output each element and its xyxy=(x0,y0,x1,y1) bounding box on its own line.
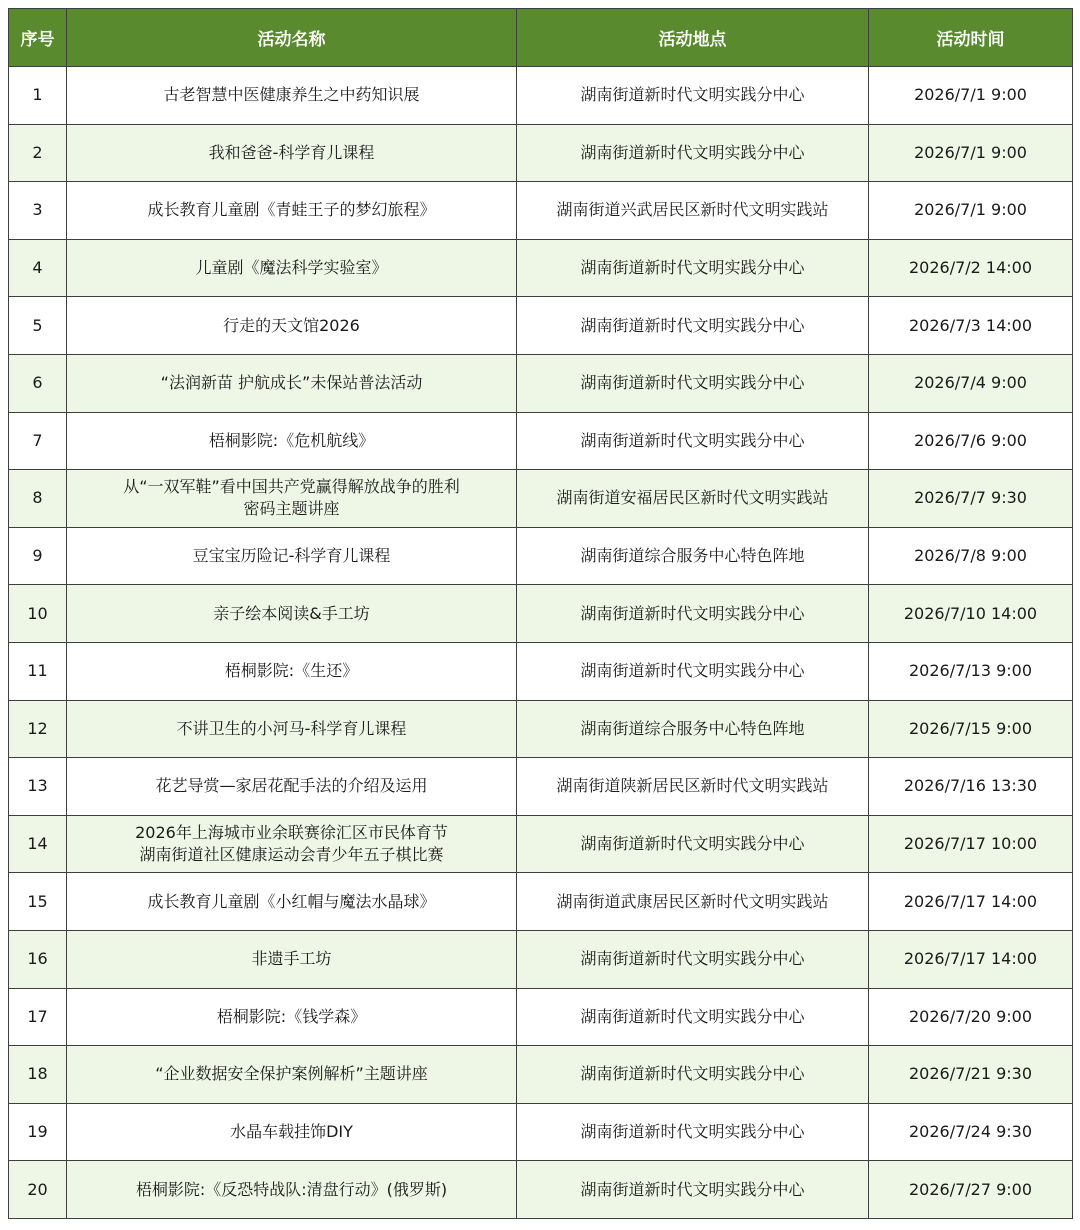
cell-activity-location: 湖南街道新时代文明实践分中心 xyxy=(517,412,869,470)
cell-activity-name: 2026年上海城市业余联赛徐汇区市民体育节 湖南街道社区健康运动会青少年五子棋比赛 xyxy=(67,815,517,873)
cell-index: 19 xyxy=(9,1103,67,1161)
header-activity-location: 活动地点 xyxy=(517,9,869,67)
cell-activity-name: 花艺导赏—家居花配手法的介绍及运用 xyxy=(67,758,517,816)
cell-index: 9 xyxy=(9,527,67,585)
table-row xyxy=(9,585,1073,643)
cell-activity-name: 梧桐影院:《危机航线》 xyxy=(67,412,517,470)
cell-index: 6 xyxy=(9,354,67,412)
cell-activity-location: 湖南街道新时代文明实践分中心 xyxy=(517,1103,869,1161)
cell-activity-name: 成长教育儿童剧《小红帽与魔法水晶球》 xyxy=(67,873,517,931)
cell-activity-name: 我和爸爸-科学育儿课程 xyxy=(67,124,517,182)
cell-activity-time: 2026/7/20 9:00 xyxy=(869,988,1073,1046)
cell-index: 14 xyxy=(9,815,67,873)
cell-activity-location: 湖南街道兴武居民区新时代文明实践站 xyxy=(517,182,869,240)
table-row xyxy=(9,700,1073,758)
table-row xyxy=(9,1103,1073,1161)
cell-index: 2 xyxy=(9,124,67,182)
cell-activity-time: 2026/7/17 14:00 xyxy=(869,930,1073,988)
cell-activity-time: 2026/7/21 9:30 xyxy=(869,1046,1073,1104)
cell-activity-location: 湖南街道新时代文明实践分中心 xyxy=(517,124,869,182)
cell-activity-time: 2026/7/1 9:00 xyxy=(869,182,1073,240)
cell-activity-location: 湖南街道新时代文明实践分中心 xyxy=(517,585,869,643)
cell-activity-name: 古老智慧中医健康养生之中药知识展 xyxy=(67,67,517,125)
cell-activity-location: 湖南街道陕新居民区新时代文明实践站 xyxy=(517,758,869,816)
cell-activity-location: 湖南街道安福居民区新时代文明实践站 xyxy=(517,470,869,528)
cell-activity-time: 2026/7/17 14:00 xyxy=(869,873,1073,931)
cell-activity-time: 2026/7/15 9:00 xyxy=(869,700,1073,758)
cell-activity-name: “法润新苗 护航成长”未保站普法活动 xyxy=(67,354,517,412)
cell-activity-location: 湖南街道新时代文明实践分中心 xyxy=(517,988,869,1046)
cell-activity-name: “企业数据安全保护案例解析”主题讲座 xyxy=(67,1046,517,1104)
table-row xyxy=(9,412,1073,470)
table-row xyxy=(9,124,1073,182)
cell-activity-time: 2026/7/3 14:00 xyxy=(869,297,1073,355)
cell-index: 7 xyxy=(9,412,67,470)
activity-table xyxy=(8,8,1073,1219)
table-row xyxy=(9,354,1073,412)
cell-activity-time: 2026/7/1 9:00 xyxy=(869,67,1073,125)
cell-index: 18 xyxy=(9,1046,67,1104)
cell-activity-name: 非遗手工坊 xyxy=(67,930,517,988)
cell-activity-time: 2026/7/6 9:00 xyxy=(869,412,1073,470)
header-index: 序号 xyxy=(9,9,67,67)
cell-index: 4 xyxy=(9,239,67,297)
cell-activity-name: 梧桐影院:《反恐特战队:清盘行动》(俄罗斯) xyxy=(67,1161,517,1219)
table-row xyxy=(9,930,1073,988)
header-activity-time: 活动时间 xyxy=(869,9,1073,67)
activity-schedule xyxy=(8,8,1072,1219)
cell-index: 8 xyxy=(9,470,67,528)
cell-activity-name: 豆宝宝历险记-科学育儿课程 xyxy=(67,527,517,585)
cell-activity-time: 2026/7/1 9:00 xyxy=(869,124,1073,182)
cell-index: 3 xyxy=(9,182,67,240)
table-row xyxy=(9,470,1073,528)
cell-index: 1 xyxy=(9,67,67,125)
cell-index: 11 xyxy=(9,642,67,700)
cell-activity-time: 2026/7/17 10:00 xyxy=(869,815,1073,873)
cell-activity-location: 湖南街道新时代文明实践分中心 xyxy=(517,642,869,700)
cell-index: 15 xyxy=(9,873,67,931)
table-row xyxy=(9,1161,1073,1219)
cell-activity-time: 2026/7/13 9:00 xyxy=(869,642,1073,700)
table-body xyxy=(9,67,1073,1219)
cell-index: 5 xyxy=(9,297,67,355)
cell-activity-name: 行走的天文馆2026 xyxy=(67,297,517,355)
cell-activity-time: 2026/7/7 9:30 xyxy=(869,470,1073,528)
cell-index: 17 xyxy=(9,988,67,1046)
table-row xyxy=(9,1046,1073,1104)
cell-activity-location: 湖南街道新时代文明实践分中心 xyxy=(517,1046,869,1104)
cell-activity-location: 湖南街道新时代文明实践分中心 xyxy=(517,67,869,125)
table-row xyxy=(9,67,1073,125)
cell-index: 10 xyxy=(9,585,67,643)
cell-activity-location: 湖南街道新时代文明实践分中心 xyxy=(517,1161,869,1219)
table-row xyxy=(9,815,1073,873)
cell-activity-name: 成长教育儿童剧《青蛙王子的梦幻旅程》 xyxy=(67,182,517,240)
cell-index: 12 xyxy=(9,700,67,758)
header-activity-name: 活动名称 xyxy=(67,9,517,67)
cell-activity-location: 湖南街道综合服务中心特色阵地 xyxy=(517,527,869,585)
cell-activity-time: 2026/7/2 14:00 xyxy=(869,239,1073,297)
cell-activity-location: 湖南街道新时代文明实践分中心 xyxy=(517,815,869,873)
cell-activity-time: 2026/7/4 9:00 xyxy=(869,354,1073,412)
table-header-row xyxy=(9,9,1073,67)
cell-activity-time: 2026/7/8 9:00 xyxy=(869,527,1073,585)
table-row xyxy=(9,758,1073,816)
cell-index: 20 xyxy=(9,1161,67,1219)
table-row xyxy=(9,182,1073,240)
cell-activity-name: 儿童剧《魔法科学实验室》 xyxy=(67,239,517,297)
cell-activity-time: 2026/7/16 13:30 xyxy=(869,758,1073,816)
cell-activity-name: 亲子绘本阅读&手工坊 xyxy=(67,585,517,643)
cell-activity-name: 梧桐影院:《钱学森》 xyxy=(67,988,517,1046)
cell-index: 16 xyxy=(9,930,67,988)
cell-index: 13 xyxy=(9,758,67,816)
table-row xyxy=(9,642,1073,700)
table-row xyxy=(9,988,1073,1046)
cell-activity-location: 湖南街道综合服务中心特色阵地 xyxy=(517,700,869,758)
table-row xyxy=(9,527,1073,585)
cell-activity-name: 从“一双军鞋”看中国共产党赢得解放战争的胜利 密码主题讲座 xyxy=(67,470,517,528)
cell-activity-name: 水晶车载挂饰DIY xyxy=(67,1103,517,1161)
cell-activity-time: 2026/7/10 14:00 xyxy=(869,585,1073,643)
cell-activity-location: 湖南街道新时代文明实践分中心 xyxy=(517,930,869,988)
cell-activity-location: 湖南街道新时代文明实践分中心 xyxy=(517,297,869,355)
table-row xyxy=(9,239,1073,297)
cell-activity-name: 不讲卫生的小河马-科学育儿课程 xyxy=(67,700,517,758)
cell-activity-time: 2026/7/24 9:30 xyxy=(869,1103,1073,1161)
cell-activity-location: 湖南街道新时代文明实践分中心 xyxy=(517,354,869,412)
cell-activity-time: 2026/7/27 9:00 xyxy=(869,1161,1073,1219)
cell-activity-location: 湖南街道武康居民区新时代文明实践站 xyxy=(517,873,869,931)
table-row xyxy=(9,873,1073,931)
cell-activity-name: 梧桐影院:《生还》 xyxy=(67,642,517,700)
table-row xyxy=(9,297,1073,355)
cell-activity-location: 湖南街道新时代文明实践分中心 xyxy=(517,239,869,297)
